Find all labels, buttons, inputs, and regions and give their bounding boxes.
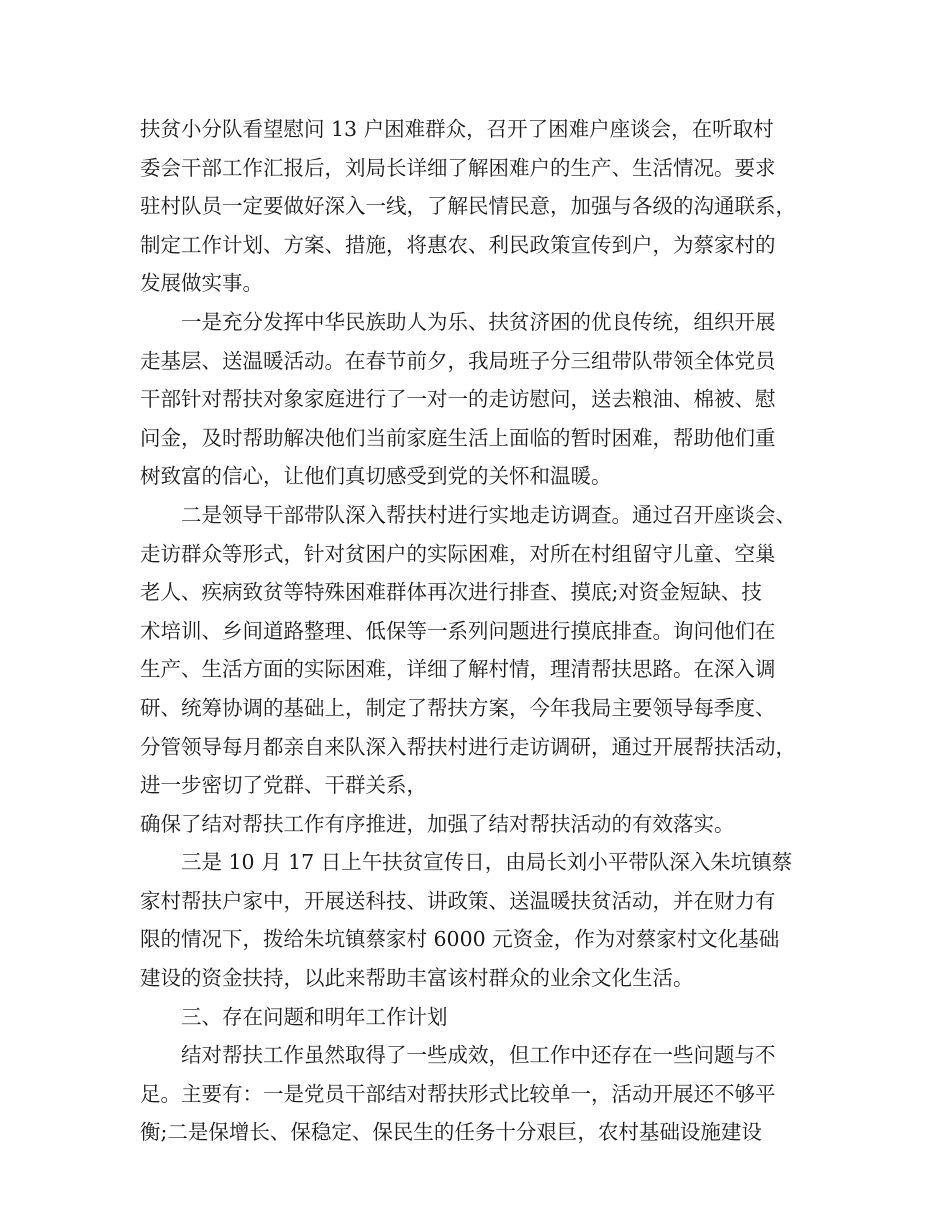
text-line: 走基层、送温暖活动。在春节前夕，我局班子分三组带队带领全体党员	[140, 348, 776, 373]
text-line: 一是充分发挥中华民族助人为乐、扶贫济困的优良传统，组织开展	[181, 309, 776, 334]
text-line: 进一步密切了党群、干群关系，	[140, 773, 427, 798]
text-line: 衡;二是保增长、保稳定、保民生的任务十分艰巨，农村基础设施建设	[140, 1120, 762, 1145]
text-line: 扶贫小分队看望慰问 13 户困难群众，召开了困难户座谈会，在听取村	[140, 117, 774, 141]
text-line: 干部针对帮扶对象家庭进行了一对一的走访慰问，送去粮油、棉被、慰	[140, 387, 776, 412]
text-line: 分管领导每月都亲自来队深入帮扶村进行走访调研，通过开展帮扶活动，	[140, 734, 796, 759]
text-line: 制定工作计划、方案、措施，将惠农、利民政策宣传到户，为蔡家村的	[140, 232, 776, 257]
text-line: 研、统筹协调的基础上，制定了帮扶方案，今年我局主要领导每季度、	[140, 695, 776, 720]
text-line: 建设的资金扶持，以此来帮助丰富该村群众的业余文化生活。	[140, 966, 694, 991]
text-line: 发展做实事。	[140, 271, 263, 296]
text-line: 足。主要有：一是党员干部结对帮扶形式比较单一，活动开展还不够平	[140, 1081, 776, 1106]
text-line: 二是领导干部带队深入帮扶村进行实地走访调查。通过召开座谈会、	[181, 502, 796, 527]
body-text	[140, 110, 830, 1152]
text-line: 问金，及时帮助解决他们当前家庭生活上面临的暂时困难，帮助他们重	[140, 425, 776, 450]
text-line: 生产、生活方面的实际困难，详细了解村情，理清帮扶思路。在深入调	[140, 657, 776, 682]
text-line: 三是 10 月 17 日上午扶贫宣传日，由局长刘小平带队深入朱坑镇蔡	[181, 850, 793, 875]
text-line: 驻村队员一定要做好深入一线，了解民情民意，加强与各级的沟通联系，	[140, 194, 796, 219]
text-line: 走访群众等形式，针对贫困户的实际困难，对所在村组留守儿童、空巢	[140, 541, 776, 566]
text-line: 三、存在问题和明年工作计划	[181, 1004, 448, 1029]
text-line: 老人、疾病致贫等特殊困难群体再次进行排查、摸底;对资金短缺、技	[140, 580, 762, 605]
text-line: 树致富的信心，让他们真切感受到党的关怀和温暖。	[140, 464, 612, 489]
text-line: 家村帮扶户家中，开展送科技、讲政策、送温暖扶贫活动，并在财力有	[140, 888, 776, 913]
text-line: 结对帮扶工作虽然取得了一些成效，但工作中还存在一些问题与不	[181, 1043, 776, 1068]
text-line: 确保了结对帮扶工作有序推进，加强了结对帮扶活动的有效落实。	[140, 811, 735, 836]
text-line: 术培训、乡间道路整理、低保等一系列问题进行摸底排查。询问他们在	[140, 618, 776, 643]
text-line: 委会干部工作汇报后，刘局长详细了解困难户的生产、生活情况。要求	[140, 155, 776, 180]
text-line: 限的情况下，拨给朱坑镇蔡家村 6000 元资金，作为对蔡家村文化基础	[140, 927, 780, 952]
